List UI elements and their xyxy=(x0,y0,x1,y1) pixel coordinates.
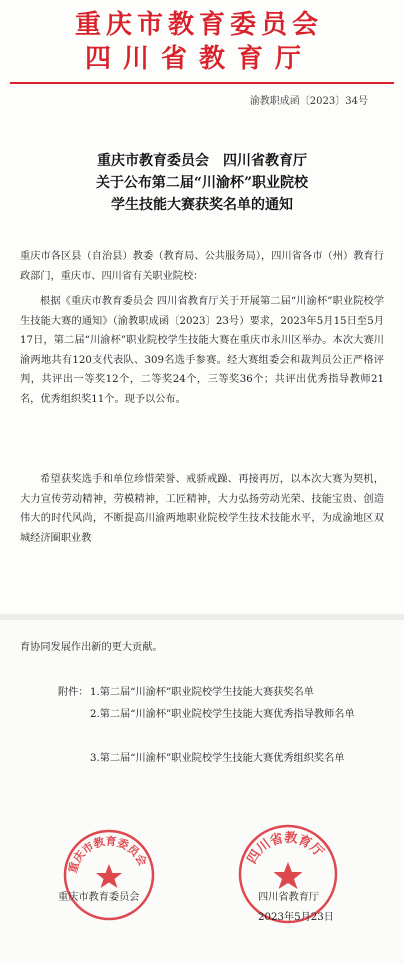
body-paragraph-continued: 育协同发展作出新的更大贡献。 xyxy=(20,642,163,653)
addressee-paragraph: 重庆市各区县（自治县）教委（教育局、公共服务局），四川省各市（州）教育行政部门，重庆市、四川省有关职业院校： xyxy=(20,251,384,282)
issue-date: 2023年5月23日 xyxy=(258,912,334,923)
body-paragraph-2: 希望获奖选手和单位珍惜荣誉、戒骄戒躁、再接再厉，以本次大赛为契机，大力宣传劳动精神，劳模精神，工匠精神，大力弘扬劳动光荣、技能宝贵、创造伟大的时代风尚，不断提高川渝两地职业院校学生技术技能水平，为成渝地区双城经济圈职业教 xyxy=(20,474,384,544)
document-page-2 xyxy=(0,620,404,964)
notice-title-line-2: 关于公布第二届“川渝杯”职业院校 xyxy=(95,175,309,191)
notice-title-line-3: 学生技能大赛获奖名单的通知 xyxy=(111,197,293,213)
document-number: 渝教职成函〔2023〕34号 xyxy=(249,96,368,107)
attachment-item-1: 1.第二届“川渝杯”职业院校学生技能大赛获奖名单 xyxy=(90,687,314,698)
header-red-rule xyxy=(10,82,394,84)
header-issuer-sichuan: 四川省教育厅 xyxy=(84,44,313,74)
notice-title-line-1: 重庆市教育委员会 四川省教育厅 xyxy=(97,153,307,169)
body-paragraph-1: 根据《重庆市教育委员会 四川省教育厅关于开展第二届“川渝杯”职业院校学生技能大赛的通知》（渝教职成函〔2023〕23号）要求，2023年5月15日至5月17日，第二届“川渝杯”职业院校学生技能大赛在重庆市永川区举办。本次大赛川渝两地共有120支代表队、309名选手参赛。经大赛组委会和裁判员公正严格评判，共评出一等奖12个，二等奖24个，三等奖36个；共评出优秀指导教师21名，优秀组织奖11个。现予以公布。 xyxy=(20,296,384,405)
seal-text: 重庆市教育委员会 xyxy=(66,834,150,875)
seal-text: 四川省教育厅 xyxy=(244,830,327,867)
header-issuer-chongqing: 重庆市教育委员会 xyxy=(74,10,323,40)
signature-chongqing: 重庆市教育委员会 xyxy=(58,892,140,903)
signature-sichuan: 四川省教育厅 xyxy=(258,892,320,903)
attachments-label: 附件： xyxy=(58,687,89,698)
chongqing-seal-icon xyxy=(62,828,156,922)
attachment-item-3: 3.第二届“川渝杯”职业院校学生技能大赛优秀组织奖名单 xyxy=(90,753,345,764)
attachment-item-2: 2.第二届“川渝杯”职业院校学生技能大赛优秀指导教师名单 xyxy=(90,709,355,720)
